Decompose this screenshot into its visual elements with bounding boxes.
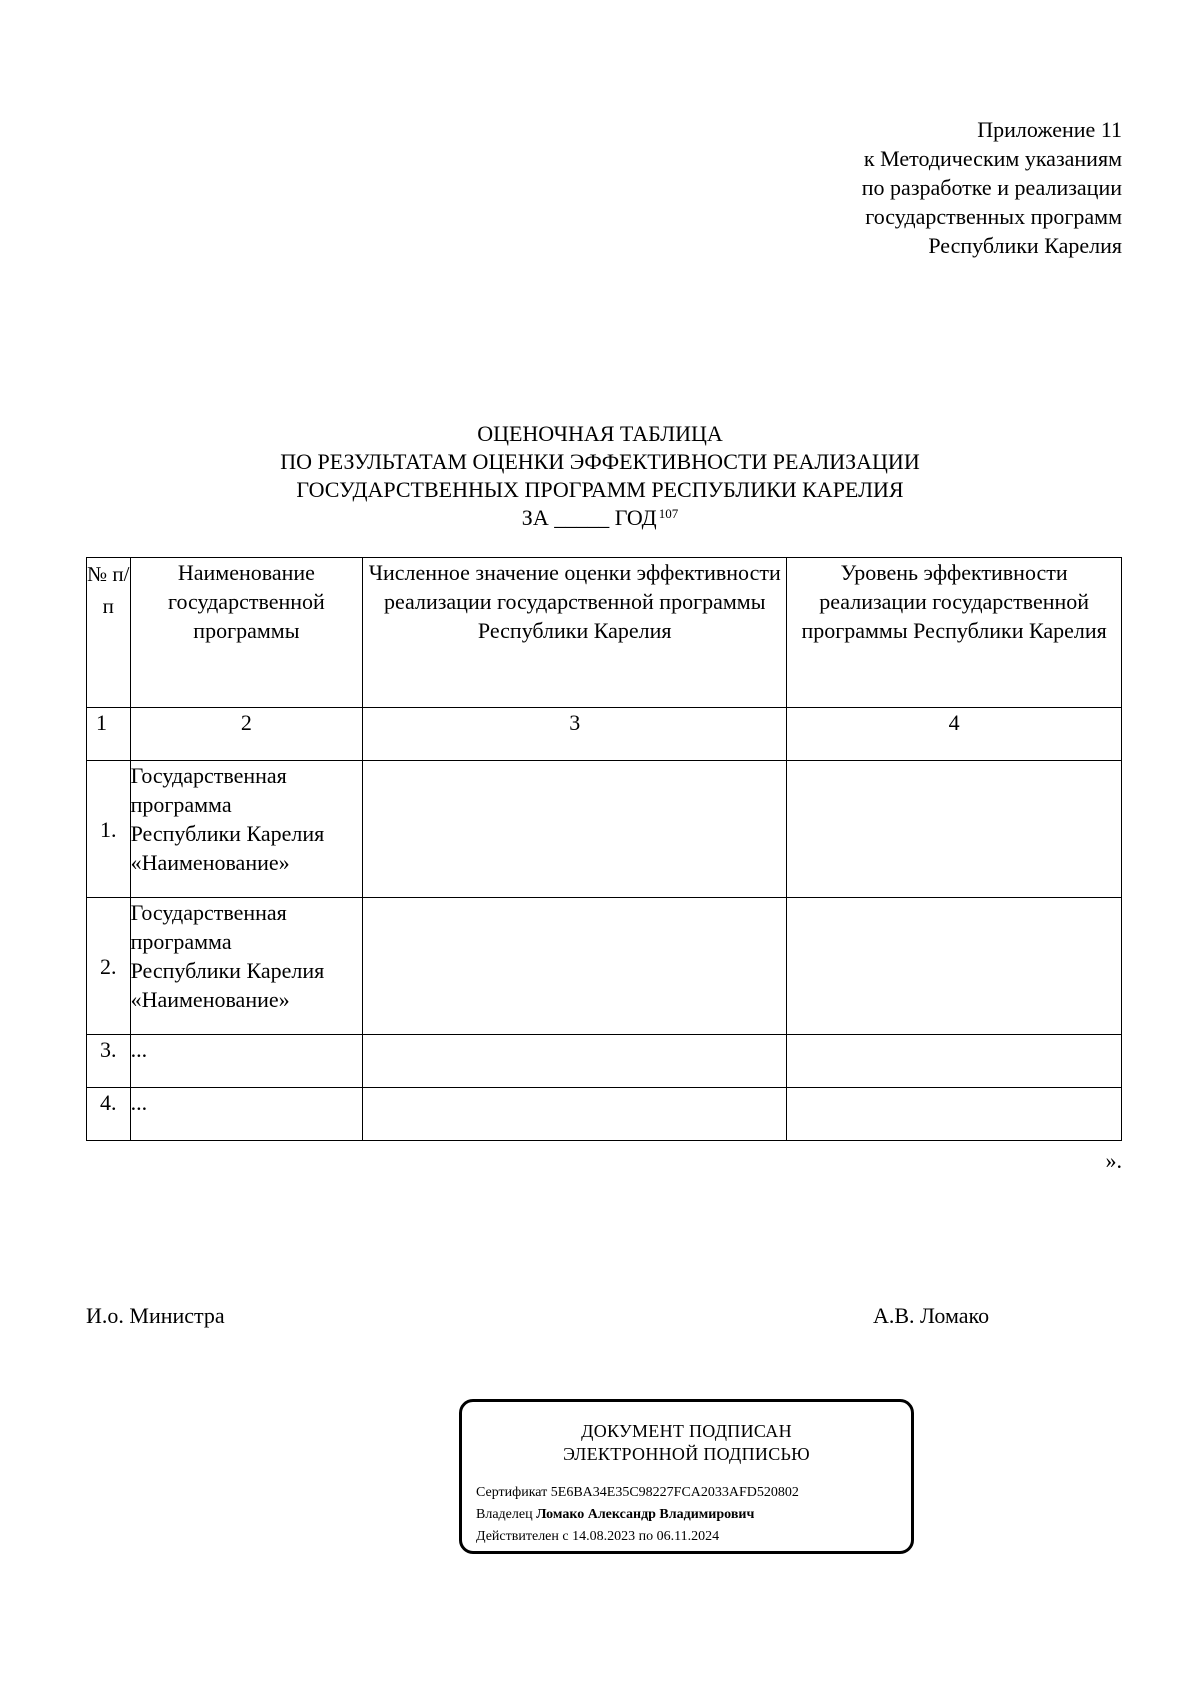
stamp-certificate xyxy=(476,1482,911,1504)
program-name-line: программа xyxy=(130,792,232,817)
owner-label: Владелец xyxy=(476,1507,533,1522)
title-year-text: ЗА _____ ГОД xyxy=(521,505,657,530)
header-program-name: Наименование государственной программы xyxy=(130,558,363,708)
valid-from: 14.08.2023 xyxy=(572,1529,636,1544)
table-row xyxy=(87,761,1122,898)
row-number: 2. xyxy=(87,898,131,1035)
appendix-line: государственных программ xyxy=(865,204,1122,229)
title-line: ПО РЕЗУЛЬТАТАМ ОЦЕНКИ ЭФФЕКТИВНОСТИ РЕАЛИЗАЦИИ xyxy=(280,449,920,474)
column-numbers-row xyxy=(87,708,1122,761)
certificate-label: Сертификат xyxy=(476,1485,548,1500)
footnote-marker: 107 xyxy=(658,506,679,521)
row-number: 4. xyxy=(87,1088,131,1141)
valid-to: 06.11.2024 xyxy=(656,1529,720,1544)
table-row xyxy=(87,1088,1122,1141)
stamp-heading-line: ЭЛЕКТРОННОЙ ПОДПИСЬЮ xyxy=(563,1444,810,1464)
program-name-cell: ... xyxy=(130,1035,363,1088)
program-name-line: программа xyxy=(130,929,232,954)
program-name-line: «Наименование» xyxy=(130,987,290,1012)
table-row xyxy=(87,898,1122,1035)
title-line-year xyxy=(0,504,1200,532)
numeric-value-cell xyxy=(363,1088,787,1141)
evaluation-table xyxy=(86,557,1122,1141)
signatory-name: А.В. Ломако xyxy=(873,1303,990,1328)
valid-label: Действителен с xyxy=(476,1529,569,1544)
program-name-line: «Наименование» xyxy=(130,850,290,875)
certificate-value: 5E6BA34E35C98227FCA2033AFD520802 xyxy=(550,1485,799,1500)
title-line: ОЦЕНОЧНАЯ ТАБЛИЦА xyxy=(477,421,723,446)
appendix-line: по разработке и реализации xyxy=(861,175,1122,200)
program-name-line: Республики Карелия xyxy=(130,958,325,983)
program-name-cell xyxy=(130,898,363,1035)
closing-quote: ». xyxy=(1105,1148,1122,1173)
signatory-position: И.о. Министра xyxy=(86,1303,225,1328)
program-name-line: Республики Карелия xyxy=(130,821,325,846)
table-header-row xyxy=(87,558,1122,708)
title-line: ГОСУДАРСТВЕННЫХ ПРОГРАММ РЕСПУБЛИКИ КАРЕЛИЯ xyxy=(296,477,904,502)
row-number: 1. xyxy=(87,761,131,898)
efficiency-level-cell xyxy=(787,1035,1122,1088)
numeric-value-cell xyxy=(363,1035,787,1088)
stamp-owner xyxy=(476,1504,911,1526)
stamp-validity xyxy=(476,1526,911,1548)
program-name-cell xyxy=(130,761,363,898)
column-number: 3 xyxy=(363,708,787,761)
row-number: 3. xyxy=(87,1035,131,1088)
program-name-line: Государственная xyxy=(130,763,287,788)
efficiency-level-cell xyxy=(787,761,1122,898)
document-title xyxy=(0,420,1200,532)
electronic-signature-stamp xyxy=(459,1399,914,1554)
numeric-value-cell xyxy=(363,761,787,898)
stamp-heading xyxy=(462,1420,911,1466)
column-number: 2 xyxy=(130,708,363,761)
column-number: 4 xyxy=(787,708,1122,761)
column-number: 1 xyxy=(87,708,131,761)
program-name-line: Государственная xyxy=(130,900,287,925)
valid-to-label: по xyxy=(638,1529,654,1544)
stamp-heading-line: ДОКУМЕНТ ПОДПИСАН xyxy=(581,1421,792,1441)
header-number: № п/п xyxy=(87,558,131,708)
header-efficiency-level: Уровень эффективности реализации государственной программы Республики Карелия xyxy=(787,558,1122,708)
appendix-line: Республики Карелия xyxy=(928,233,1122,258)
numeric-value-cell xyxy=(363,898,787,1035)
appendix-line: Приложение 11 xyxy=(977,117,1122,142)
efficiency-level-cell xyxy=(787,898,1122,1035)
efficiency-level-cell xyxy=(787,1088,1122,1141)
appendix-line: к Методическим указаниям xyxy=(863,146,1122,171)
appendix-header xyxy=(862,115,1122,260)
program-name-cell: ... xyxy=(130,1088,363,1141)
table-row xyxy=(87,1035,1122,1088)
header-numeric-value: Численное значение оценки эффективности реализации государственной программы Республики Карелия xyxy=(363,558,787,708)
owner-value: Ломако Александр Владимирович xyxy=(536,1507,755,1522)
